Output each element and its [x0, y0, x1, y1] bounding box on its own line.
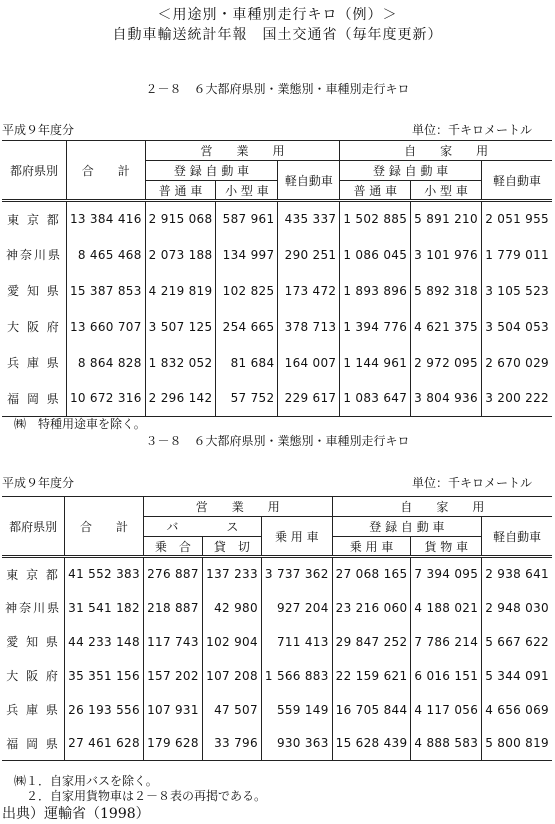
table2-caption: ３－８ ６大都府県別・業態別・車種別走行キロ [145, 434, 410, 448]
table1-unit: 単位：千キロメートル [412, 123, 533, 137]
value-cell-p-freight: 4 888 583 [411, 727, 482, 761]
value-cell-p-pass: 29 847 252 [332, 625, 411, 659]
value-cell-p-small: 3 101 976 [411, 237, 482, 273]
value-cell-b-ord: 4 219 819 [145, 273, 216, 309]
table-row [2, 201, 552, 237]
table-row [2, 345, 552, 381]
table-row [2, 659, 552, 693]
table-row [2, 727, 552, 761]
prefecture-cell: 愛 知 県 [2, 625, 65, 659]
value-cell-total: 13 660 707 [66, 309, 145, 345]
value-cell-total: 41 552 383 [65, 557, 144, 591]
value-cell-b-light: 435 337 [278, 201, 340, 237]
table1 [2, 140, 552, 417]
value-cell-total: 31 541 182 [65, 591, 144, 625]
value-cell-shared: 157 202 [143, 659, 202, 693]
value-cell-b-pass: 3 737 362 [261, 557, 332, 591]
value-cell-b-pass: 559 149 [261, 693, 332, 727]
value-cell-p-pass: 23 216 060 [332, 591, 411, 625]
value-cell-p-light: 2 670 029 [485, 355, 549, 370]
table2-header-private-passenger: 乗 用 車 [332, 537, 411, 557]
table2-header-private: 自 家 用 [332, 497, 552, 517]
value-cell-b-ord: 2 073 188 [145, 237, 216, 273]
value-cell-b-small: 57 752 [216, 381, 278, 417]
document-subtitle: 自動車輸送統計年報 国土交通省（毎年度更新） [112, 27, 443, 43]
value-cell-shared: 117 743 [143, 625, 202, 659]
table1-header-prefecture: 都府県別 [2, 141, 66, 201]
table-row [2, 309, 552, 345]
prefecture-cell: 福 岡 県 [2, 727, 65, 761]
value-cell-p-light: 3 105 523 [485, 283, 549, 298]
value-cell-p-light: 4 656 069 [485, 702, 549, 717]
table2-header-private-light: 軽自動車 [482, 517, 552, 557]
value-cell-p-freight: 4 188 021 [411, 591, 482, 625]
value-cell-b-ord: 2 296 142 [145, 381, 216, 417]
value-cell-b-ord: 2 915 068 [145, 201, 216, 237]
value-cell-total: 10 672 316 [66, 381, 145, 417]
value-cell-p-ord: 1 083 647 [340, 381, 411, 417]
value-cell-charter: 42 980 [202, 591, 261, 625]
document-title: ＜用途別・車種別走行キロ（例）＞ [157, 7, 398, 23]
table2-note-1: ㈱１．自家用バスを除く。 [14, 774, 158, 788]
value-cell-p-light: 5 667 622 [485, 634, 549, 649]
value-cell-p-light: 5 800 819 [482, 727, 552, 761]
value-cell-b-small: 81 684 [216, 345, 278, 381]
table1-header-business-registered: 登 録 自 動 車 [145, 161, 278, 181]
value-cell-b-small: 102 825 [216, 273, 278, 309]
table-row [2, 237, 552, 273]
value-cell-p-light: 2 051 955 [485, 212, 549, 227]
value-cell-total: 15 387 853 [66, 273, 145, 309]
table-row [2, 381, 552, 417]
value-cell-p-freight: 7 394 095 [411, 557, 482, 591]
value-cell-total: 26 193 556 [65, 693, 144, 727]
table2-header-prefecture: 都府県別 [2, 497, 65, 557]
value-cell-p-light: 2 948 030 [485, 600, 549, 615]
table2-header-private-freight: 貨 物 車 [411, 537, 482, 557]
value-cell-shared: 218 887 [143, 591, 202, 625]
table-row [2, 591, 552, 625]
value-cell-p-pass: 27 068 165 [332, 557, 411, 591]
prefecture-cell: 大 阪 府 [2, 309, 66, 345]
table2-header-business: 営 業 用 [143, 497, 332, 517]
value-cell-p-ord: 1 893 896 [340, 273, 411, 309]
value-cell-b-pass: 930 363 [261, 727, 332, 761]
value-cell-b-ord: 1 832 052 [145, 345, 216, 381]
table2-header-bus-charter: 貸 切 [202, 537, 261, 557]
table1-header-private-ordinary: 普 通 車 [340, 181, 411, 201]
table1-header-total: 合 計 [66, 141, 145, 201]
source-citation: 出典）運輸省（1998） [2, 806, 150, 822]
value-cell-b-pass: 1 566 883 [261, 659, 332, 693]
table2-header-bus-shared: 乗 合 [143, 537, 202, 557]
table2-header-business-passenger: 乗 用 車 [261, 517, 332, 557]
prefecture-cell: 神奈川県 [2, 237, 66, 273]
table1-period: 平成９年度分 [2, 123, 75, 137]
table2-note-2: ２．自家用貨物車は２－８表の再掲である。 [14, 789, 267, 803]
prefecture-cell: 大 阪 府 [2, 659, 65, 693]
value-cell-p-freight: 7 786 214 [411, 625, 482, 659]
table1-header-private-light: 軽自動車 [481, 161, 552, 201]
table2-header-bus: バ ス [143, 517, 261, 537]
table2-period: 平成９年度分 [2, 476, 75, 490]
value-cell-p-ord: 1 086 045 [340, 237, 411, 273]
table2-header-total: 合 計 [65, 497, 144, 557]
table1-header-private: 自 家 用 [340, 141, 552, 161]
value-cell-total: 35 351 156 [65, 659, 144, 693]
value-cell-shared: 107 931 [143, 693, 202, 727]
prefecture-cell: 東 京 都 [2, 201, 66, 237]
value-cell-p-pass: 15 628 439 [332, 727, 411, 761]
table-row [2, 557, 552, 591]
value-cell-total: 8 864 828 [66, 345, 145, 381]
value-cell-b-small: 587 961 [216, 201, 278, 237]
value-cell-total: 8 465 468 [66, 237, 145, 273]
table1-note: ㈱ 特種用途車を除く。 [14, 417, 146, 431]
value-cell-b-small: 134 997 [216, 237, 278, 273]
table1-header-business: 営 業 用 [145, 141, 340, 161]
value-cell-b-pass: 927 204 [261, 591, 332, 625]
value-cell-b-ord: 3 507 125 [145, 309, 216, 345]
value-cell-p-light: 5 344 091 [485, 668, 549, 683]
prefecture-cell: 神奈川県 [2, 591, 65, 625]
value-cell-p-small: 2 972 095 [411, 345, 482, 381]
value-cell-b-light: 173 472 [278, 273, 340, 309]
table1-header-business-ordinary: 普 通 車 [145, 181, 216, 201]
prefecture-cell: 愛 知 県 [2, 273, 66, 309]
value-cell-charter: 33 796 [202, 727, 261, 761]
table-row [2, 625, 552, 659]
value-cell-p-ord: 1 502 885 [340, 201, 411, 237]
prefecture-cell: 兵 庫 県 [2, 345, 66, 381]
table2 [2, 496, 552, 761]
value-cell-total: 27 461 628 [65, 727, 144, 761]
table1-header-business-small: 小 型 車 [216, 181, 278, 201]
table1-header-private-registered: 登 録 自 動 車 [340, 161, 482, 181]
value-cell-charter: 137 233 [202, 557, 261, 591]
value-cell-p-light: 1 779 011 [485, 247, 549, 262]
value-cell-b-small: 254 665 [216, 309, 278, 345]
table-row [2, 273, 552, 309]
value-cell-p-ord: 1 394 776 [340, 309, 411, 345]
table-row [2, 693, 552, 727]
table1-header-business-light: 軽自動車 [278, 161, 340, 201]
value-cell-total: 13 384 416 [66, 201, 145, 237]
value-cell-b-light: 229 617 [278, 381, 340, 417]
value-cell-b-pass: 711 413 [261, 625, 332, 659]
value-cell-shared: 179 628 [143, 727, 202, 761]
value-cell-b-light: 290 251 [278, 237, 340, 273]
value-cell-p-pass: 22 159 621 [332, 659, 411, 693]
value-cell-p-small: 4 621 375 [411, 309, 482, 345]
value-cell-p-light: 2 938 641 [485, 567, 549, 582]
table2-unit: 単位：千キロメートル [412, 476, 533, 490]
value-cell-p-freight: 6 016 151 [411, 659, 482, 693]
value-cell-charter: 107 208 [202, 659, 261, 693]
table1-caption: ２－８ ６大都府県別・業態別・車種別走行キロ [145, 82, 410, 96]
value-cell-p-light: 3 504 053 [485, 319, 549, 334]
value-cell-shared: 276 887 [143, 557, 202, 591]
prefecture-cell: 東 京 都 [2, 557, 65, 591]
value-cell-p-small: 5 891 210 [411, 201, 482, 237]
value-cell-p-light: 3 200 222 [481, 381, 552, 417]
value-cell-charter: 47 507 [202, 693, 261, 727]
value-cell-p-pass: 16 705 844 [332, 693, 411, 727]
value-cell-p-small: 3 804 936 [411, 381, 482, 417]
value-cell-p-ord: 1 144 961 [340, 345, 411, 381]
table2-header-private-registered: 登 録 自 動 車 [332, 517, 482, 537]
table1-header-private-small: 小 型 車 [411, 181, 482, 201]
value-cell-total: 44 233 148 [65, 625, 144, 659]
value-cell-charter: 102 904 [202, 625, 261, 659]
value-cell-b-light: 164 007 [278, 345, 340, 381]
prefecture-cell: 福 岡 県 [2, 381, 66, 417]
value-cell-b-light: 378 713 [278, 309, 340, 345]
value-cell-p-small: 5 892 318 [411, 273, 482, 309]
prefecture-cell: 兵 庫 県 [2, 693, 65, 727]
value-cell-p-freight: 4 117 056 [411, 693, 482, 727]
